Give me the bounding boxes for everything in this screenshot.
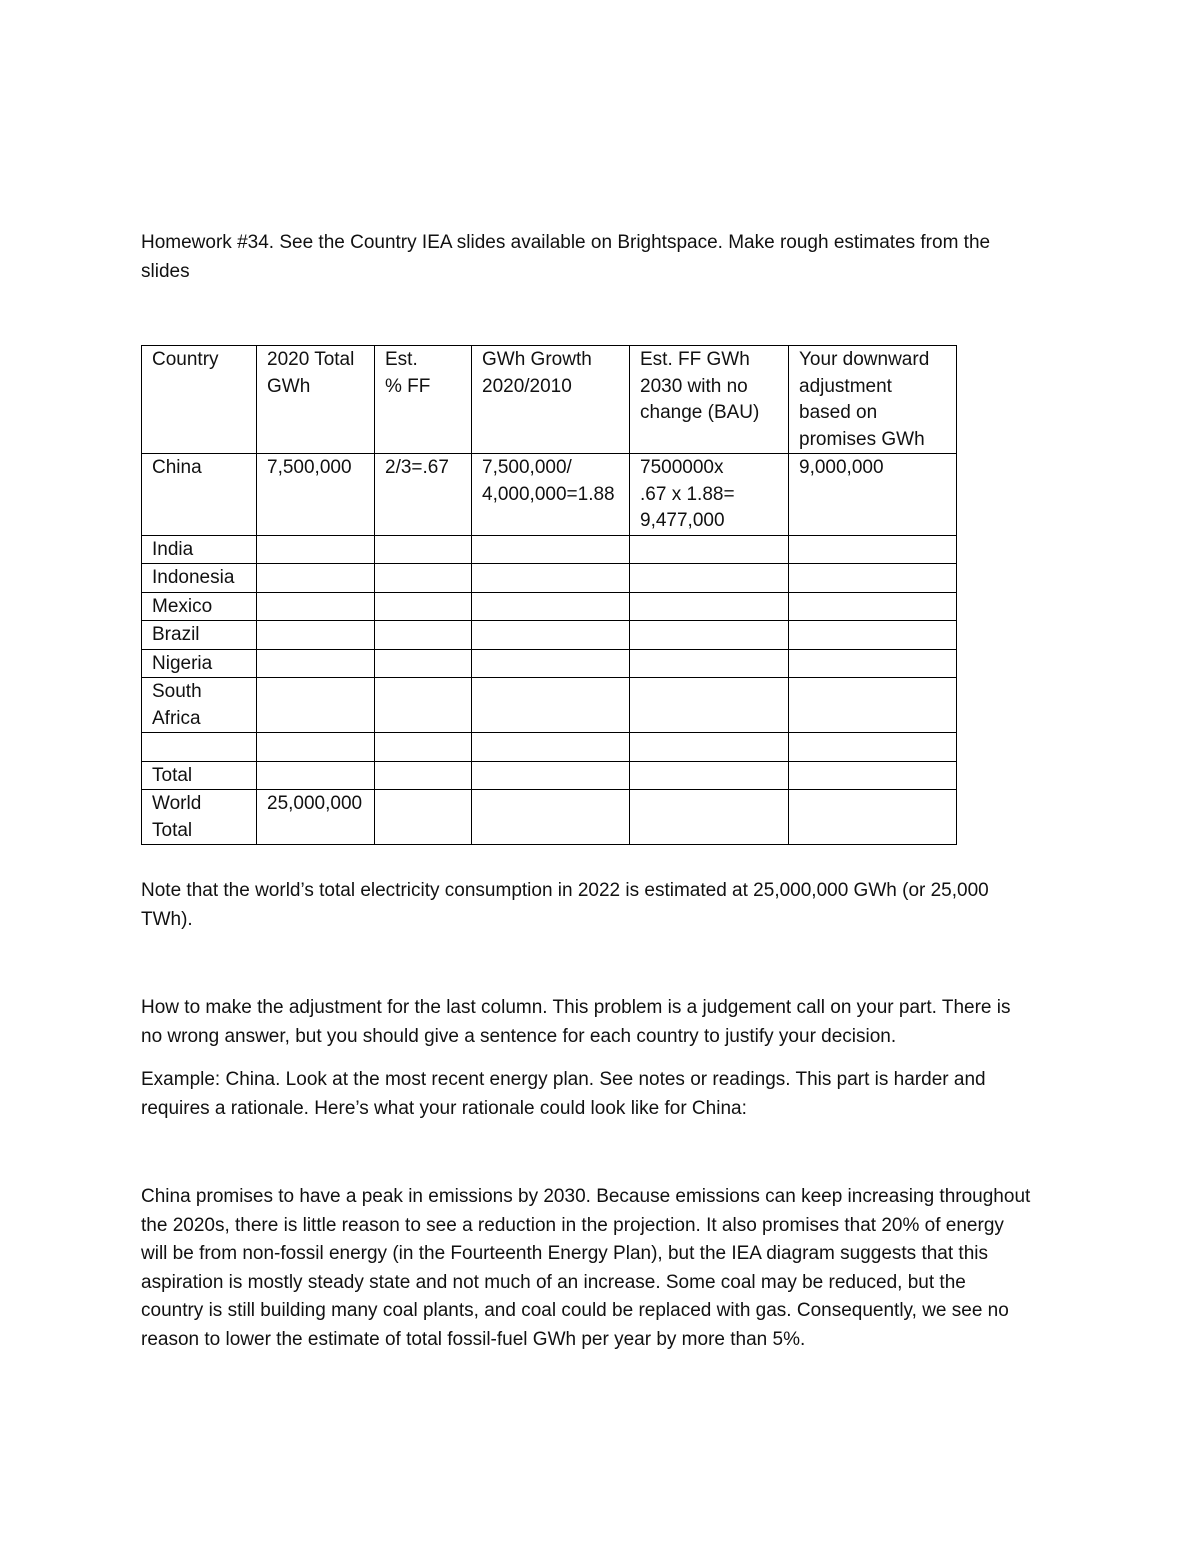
table-cell <box>142 454 257 536</box>
table-cell <box>630 733 789 762</box>
cell-text: adjustment <box>799 375 892 397</box>
table-row <box>142 621 957 650</box>
cell-text: 4,000,000=1.88 <box>482 483 615 505</box>
rationale-line-3: will be from non-fossil energy (in the Fourteenth Energy Plan), but the IEA diagram suggests that this <box>141 1243 988 1264</box>
cell-text: Nigeria <box>152 652 213 674</box>
cell-text: Brazil <box>152 624 200 645</box>
cell-text: 9,000,000 <box>799 457 884 478</box>
table-cell <box>257 790 375 845</box>
cell-text: 2020/2010 <box>482 375 572 397</box>
intro-line-2: slides <box>141 260 190 282</box>
example-line-2: requires a rationale. Here’s what your rationale could look like for China: <box>141 1097 747 1119</box>
cell-text: South <box>152 681 202 702</box>
table-cell <box>472 454 630 536</box>
intro-line-1: Homework #34. See the Country IEA slides available on Brightspace. Make rough estimates from the <box>141 232 991 253</box>
table-cell <box>375 649 472 678</box>
table-cell <box>375 733 472 762</box>
cell-text: GWh <box>267 375 311 397</box>
note-line-1: Note that the world’s total electricity consumption in 2022 is estimated at 25,000,000 GWh (or 25,000 <box>141 880 989 901</box>
table-header-cell <box>472 346 630 454</box>
rationale-paragraph <box>141 1183 1071 1354</box>
table-cell <box>257 649 375 678</box>
table-cell <box>142 535 257 564</box>
table-cell <box>472 621 630 650</box>
table-cell <box>472 649 630 678</box>
table-cell <box>257 761 375 790</box>
cell-text: Est. <box>385 349 418 370</box>
table-cell <box>472 592 630 621</box>
cell-text: India <box>152 538 194 560</box>
table-cell <box>257 592 375 621</box>
table-cell <box>142 761 257 790</box>
cell-text: 7500000x <box>640 457 724 478</box>
table-cell <box>630 761 789 790</box>
table-header-row <box>142 346 957 454</box>
table-cell <box>630 790 789 845</box>
table-cell <box>142 790 257 845</box>
table-cell <box>375 564 472 593</box>
howto-line-2: no wrong answer, but you should give a sentence for each country to justify your decision. <box>141 1025 897 1047</box>
table-cell <box>789 621 957 650</box>
table-cell <box>472 790 630 845</box>
table-cell <box>142 733 257 762</box>
table-cell <box>142 592 257 621</box>
example-paragraph <box>141 1066 1071 1123</box>
cell-text: 9,477,000 <box>640 510 725 531</box>
table-cell <box>630 592 789 621</box>
cell-text: Africa <box>152 707 201 729</box>
table-cell <box>472 564 630 593</box>
rationale-line-5: country is still building many coal plants, and coal could be replaced with gas. Consequently, we see no <box>141 1300 1009 1321</box>
cell-text: Total <box>152 764 193 786</box>
cell-text: 7,500,000 <box>267 457 352 478</box>
table-cell <box>630 454 789 536</box>
table-cell <box>375 454 472 536</box>
cell-text: 7,500,000/ <box>482 457 572 478</box>
table-row <box>142 535 957 564</box>
table-cell <box>789 649 957 678</box>
cell-text: change (BAU) <box>640 402 760 423</box>
table-cell <box>375 592 472 621</box>
table-cell <box>375 678 472 733</box>
table-cell <box>789 592 957 621</box>
table-cell <box>375 535 472 564</box>
cell-text: 2030 with no <box>640 375 748 397</box>
cell-text: based on <box>799 402 878 423</box>
table-cell <box>472 535 630 564</box>
table-cell <box>789 790 957 845</box>
table-cell <box>630 649 789 678</box>
cell-text: Mexico <box>152 595 213 617</box>
table-header-cell <box>142 346 257 454</box>
table-cell <box>142 621 257 650</box>
howto-paragraph <box>141 994 1071 1051</box>
table-cell <box>789 454 957 536</box>
table-row <box>142 678 957 733</box>
table-cell <box>257 564 375 593</box>
table-cell <box>789 535 957 564</box>
table-cell <box>789 678 957 733</box>
table-cell <box>789 564 957 593</box>
cell-text: 2/3=.67 <box>385 457 449 478</box>
table-row <box>142 733 957 762</box>
table-cell <box>630 678 789 733</box>
note-line-2: TWh). <box>141 908 193 930</box>
table-cell <box>472 733 630 762</box>
table-cell <box>257 733 375 762</box>
table-header-cell <box>375 346 472 454</box>
table-row <box>142 649 957 678</box>
table-cell <box>630 621 789 650</box>
howto-line-1: How to make the adjustment for the last column. This problem is a judgement call on your part. There is <box>141 997 1011 1018</box>
cell-text: promises GWh <box>799 428 925 450</box>
table-cell <box>630 535 789 564</box>
cell-text: .67 x 1.88= <box>640 483 735 505</box>
rationale-line-1: China promises to have a peak in emissions by 2030. Because emissions can keep increasing throughout <box>141 1186 1031 1207</box>
table-cell <box>375 761 472 790</box>
table-cell <box>472 761 630 790</box>
cell-text: Total <box>152 819 193 841</box>
table-row <box>142 454 957 536</box>
table-cell <box>630 564 789 593</box>
table-cell <box>257 678 375 733</box>
table-cell <box>257 535 375 564</box>
table-cell <box>472 678 630 733</box>
table-cell <box>375 790 472 845</box>
cell-text: World <box>152 793 202 814</box>
cell-text: Est. FF GWh <box>640 349 750 370</box>
table-cell <box>789 733 957 762</box>
note-paragraph <box>141 877 1071 934</box>
table-header-cell <box>630 346 789 454</box>
homework-table <box>141 345 957 845</box>
cell-text: Your downward <box>799 349 930 370</box>
table-row <box>142 564 957 593</box>
rationale-line-4: aspiration is mostly steady state and not much of an increase. Some coal may be reduced, but the <box>141 1271 966 1293</box>
table-row <box>142 592 957 621</box>
table-cell <box>375 621 472 650</box>
cell-text: 2020 Total <box>267 349 355 370</box>
table-header-cell <box>257 346 375 454</box>
rationale-line-6: reason to lower the estimate of total fossil-fuel GWh per year by more than 5%. <box>141 1328 806 1350</box>
rationale-line-2: the 2020s, there is little reason to see a reduction in the projection. It also promises that 20% of energy <box>141 1214 1004 1236</box>
cell-text: GWh Growth <box>482 349 592 370</box>
table-cell <box>257 454 375 536</box>
table-cell <box>789 761 957 790</box>
table-cell <box>142 564 257 593</box>
table-cell <box>142 678 257 733</box>
cell-text: 25,000,000 <box>267 793 363 814</box>
table-cell <box>257 621 375 650</box>
cell-text: Country <box>152 349 219 370</box>
table-header-cell <box>789 346 957 454</box>
example-line-1: Example: China. Look at the most recent energy plan. See notes or readings. This part is harder and <box>141 1069 986 1090</box>
cell-text: % FF <box>385 375 431 397</box>
cell-text: China <box>152 457 202 478</box>
cell-text: Indonesia <box>152 567 235 588</box>
table-row <box>142 761 957 790</box>
intro-paragraph <box>141 229 1071 286</box>
table-row <box>142 790 957 845</box>
table-cell <box>142 649 257 678</box>
